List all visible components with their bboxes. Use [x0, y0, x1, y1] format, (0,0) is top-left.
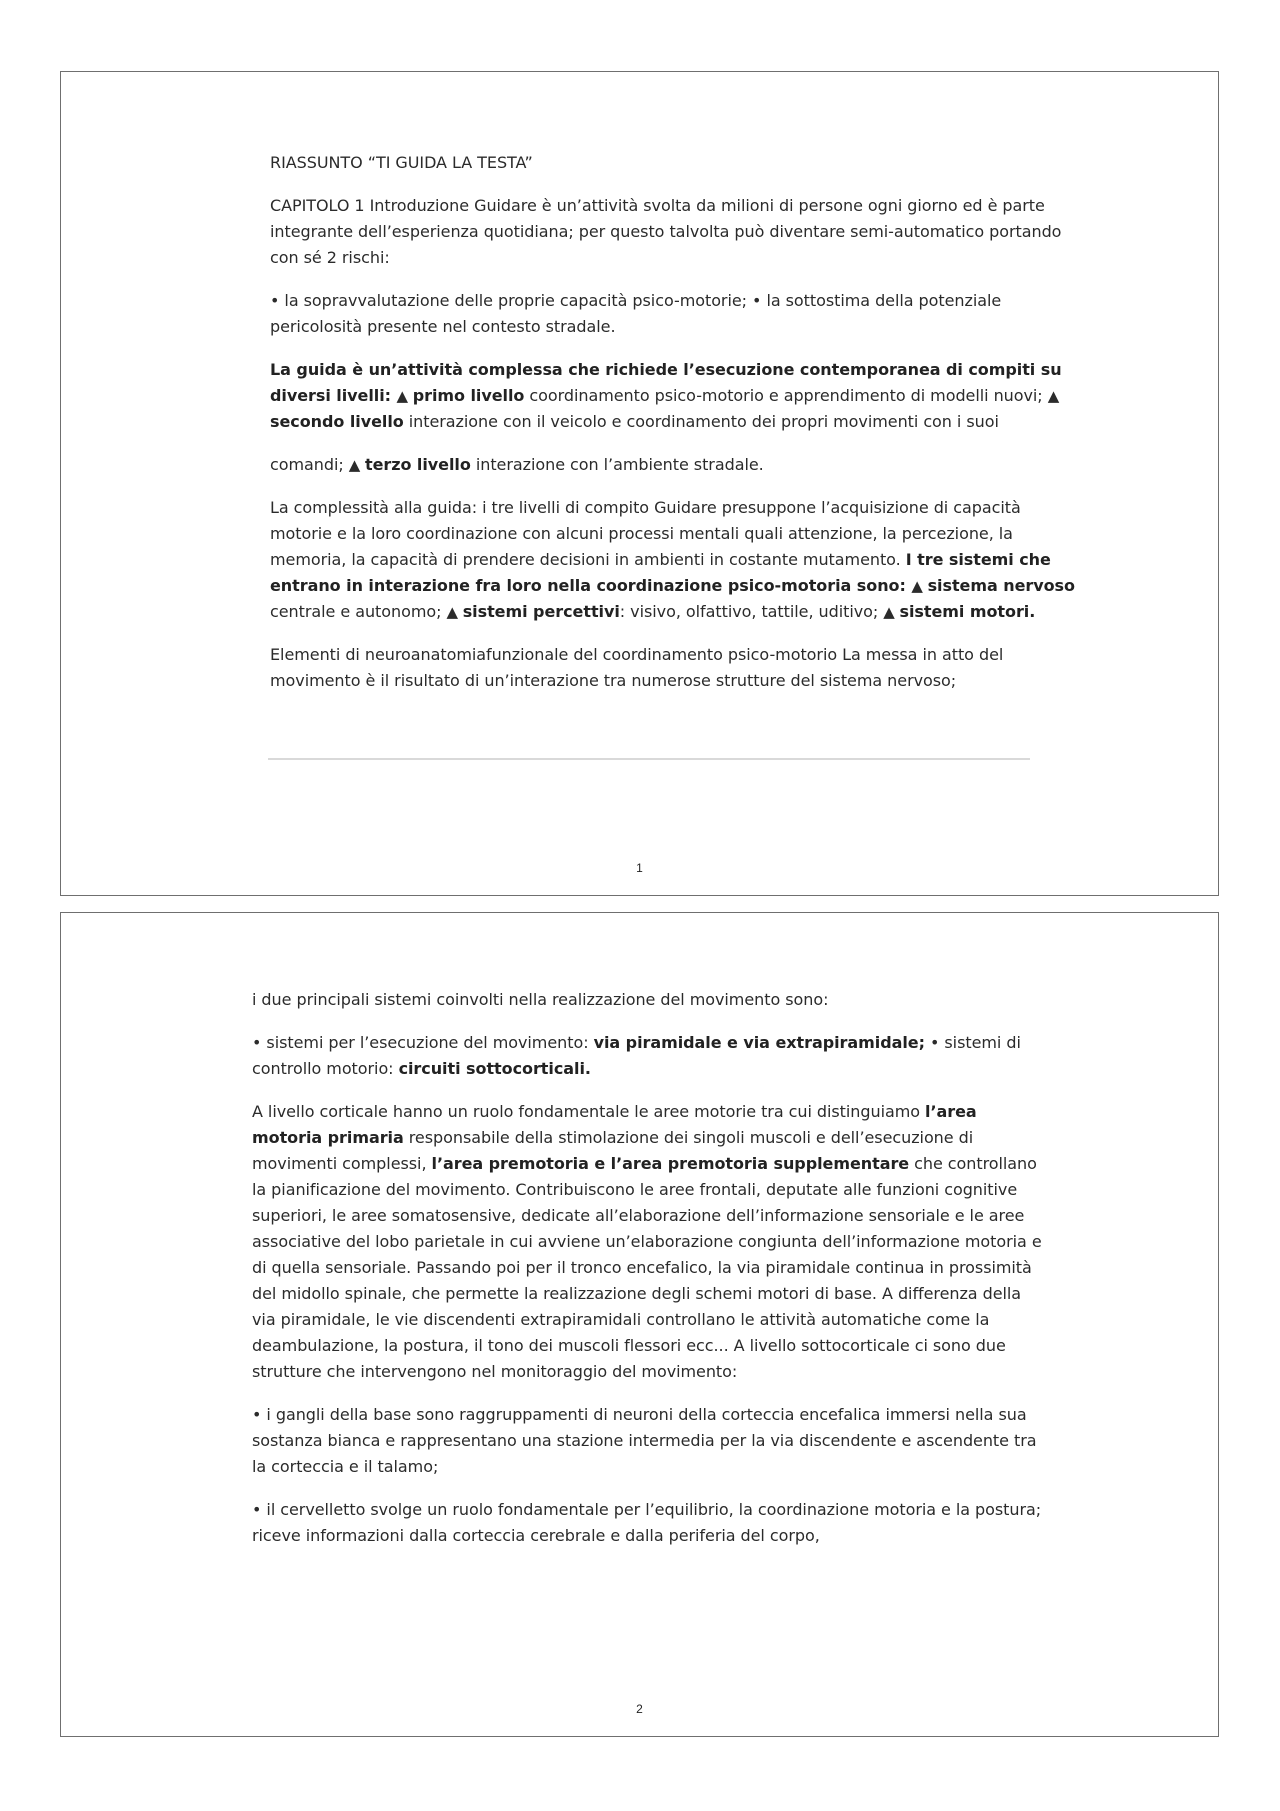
paragraph: [270, 452, 1085, 478]
paragraph: [252, 1497, 1042, 1549]
triangle-bullet-icon: ▲: [348, 456, 365, 474]
paragraph: [270, 193, 1085, 271]
triangle-bullet-icon: ▲: [396, 387, 413, 405]
paragraph: [270, 642, 1085, 694]
bold-text-run: terzo livello: [364, 455, 471, 474]
triangle-bullet-icon: ▲: [446, 603, 463, 621]
triangle-bullet-icon: ▲: [911, 577, 928, 595]
text-run: interazione con l’ambiente stradale.: [470, 455, 764, 474]
text-run: RIASSUNTO “TI GUIDA LA TESTA”: [270, 153, 533, 172]
text-run: centrale e autonomo;: [270, 602, 447, 621]
text-run: • i gangli della base sono raggruppamenti di neuroni della corteccia encefalica immersi nella sua sostanza bianca e rappresentano una stazione intermedia per la via discendente e ascendente tra la corteccia e il talamo;: [252, 1405, 1037, 1476]
paragraph: [252, 1030, 1042, 1082]
text-run: A livello corticale hanno un ruolo fondamentale le aree motorie tra cui distinguiamo: [252, 1102, 926, 1121]
paragraph: [252, 1099, 1042, 1385]
text-run: responsabile della stimolazione dei singoli muscoli e dell’esecuzione di movimenti complessi,: [252, 1128, 974, 1173]
document-page-2: [60, 912, 1219, 1737]
text-run: : visivo, olfattivo, tattile, uditivo;: [619, 602, 884, 621]
bold-text-run: sistemi percettivi: [462, 602, 620, 621]
paragraph: [270, 288, 1085, 340]
text-run: interazione con il veicolo e coordinamento dei propri movimenti con i suoi: [403, 412, 999, 431]
bold-text-run: primo livello: [412, 386, 525, 405]
page-number: 1: [636, 861, 643, 875]
document-page-1: [60, 71, 1219, 896]
bold-text-run: La guida è un’attività complessa che richiede l’esecuzione contemporanea di compiti su diversi livelli:: [270, 360, 1062, 405]
page-number: 2: [636, 1702, 643, 1716]
text-run: • la sopravvalutazione delle proprie capacità psico-motorie; • la sottostima della potenziale pericolosità presente nel contesto stradale.: [270, 291, 1002, 336]
bold-text-run: circuiti sottocorticali.: [398, 1059, 591, 1078]
text-run: comandi;: [270, 455, 349, 474]
bold-text-run: via piramidale e via extrapiramidale;: [593, 1033, 925, 1052]
paragraph: [270, 495, 1085, 625]
page-body: [270, 150, 1085, 711]
triangle-bullet-icon: ▲: [883, 603, 900, 621]
text-run: i due principali sistemi coinvolti nella realizzazione del movimento sono:: [252, 990, 829, 1009]
bold-text-run: sistemi motori.: [899, 602, 1036, 621]
bold-text-run: l’area motoria primaria: [252, 1102, 977, 1147]
bold-text-run: secondo livello: [270, 412, 404, 431]
paragraph: [270, 150, 1085, 176]
text-run: coordinamento psico-motorio e apprendimento di modelli nuovi;: [524, 386, 1048, 405]
paragraph: [252, 1402, 1042, 1480]
paragraph: [270, 357, 1085, 435]
text-run: Elementi di neuroanatomiafunzionale del coordinamento psico-motorio La messa in atto del movimento è il risultato di un’interazione tra numerose strutture del sistema nervoso;: [270, 645, 1004, 690]
bold-text-run: l’area premotoria e l’area premotoria supplementare: [431, 1154, 910, 1173]
page-text-cutoff-line: [268, 758, 1030, 760]
paragraph: [252, 987, 1042, 1013]
page-body: [252, 987, 1042, 1566]
text-run: che controllano la pianificazione del movimento. Contribuiscono le aree frontali, deputate alle funzioni cognitive superiori, le aree somatosensive, dedicate all’elaborazione dell’informazione sensoriale e le aree associative del lobo parietale in cui avviene un’elaborazione congiunta dell’informazione motoria e di quella sensoriale. Passando poi per il tronco encefalico, la via piramidale continua in prossimità del midollo spinale, che permette la realizzazione degli schemi motori di base. A differenza della via piramidale, le vie discendenti extrapiramidali controllano le attività automatiche come la deambulazione, la postura, il tono dei muscoli flessori ecc... A livello sottocorticale ci sono due strutture che intervengono nel monitoraggio del movimento:: [252, 1154, 1042, 1381]
bold-text-run: sistema nervoso: [927, 576, 1075, 595]
text-run: CAPITOLO 1 Introduzione Guidare è un’attività svolta da milioni di persone ogni giorno ed è parte integrante dell’esperienza quotidiana; per questo talvolta può diventare semi-automatico portando con sé 2 rischi:: [270, 196, 1062, 267]
triangle-bullet-icon: ▲: [1047, 387, 1060, 405]
text-run: • sistemi di controllo motorio:: [252, 1033, 1021, 1078]
text-run: • sistemi per l’esecuzione del movimento:: [252, 1033, 594, 1052]
text-run: • il cervelletto svolge un ruolo fondamentale per l’equilibrio, la coordinazione motoria e la postura; riceve informazioni dalla corteccia cerebrale e dalla periferia del corpo,: [252, 1500, 1042, 1545]
bold-text-run: I tre sistemi che entrano in interazione fra loro nella coordinazione psico-motoria sono:: [270, 550, 1051, 595]
text-run: La complessità alla guida: i tre livelli di compito Guidare presuppone l’acquisizione di capacità motorie e la loro coordinazione con alcuni processi mentali quali attenzione, la percezione, la memoria, la capacità di prendere decisioni in ambienti in costante mutamento.: [270, 498, 1021, 569]
